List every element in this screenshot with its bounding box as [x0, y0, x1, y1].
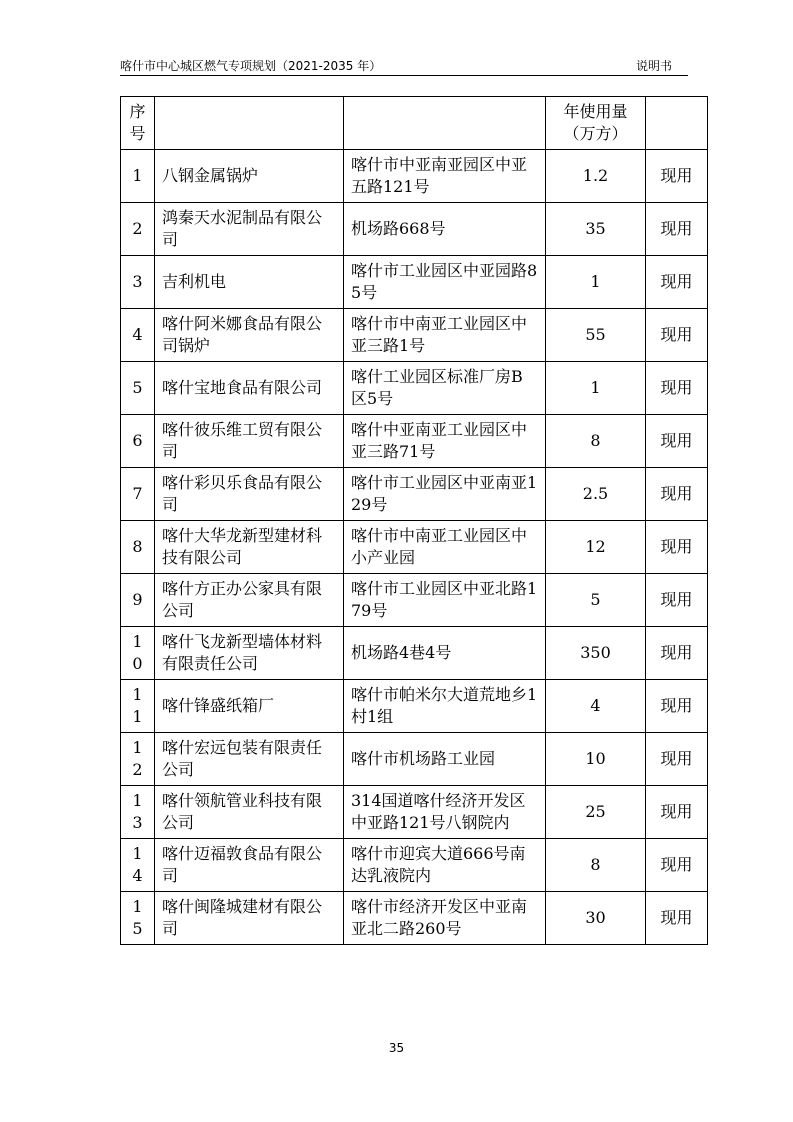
cell-status: 现用 — [646, 256, 708, 309]
cell-address: 喀什市经济开发区中亚南亚北二路260号 — [344, 892, 546, 945]
cell-status: 现用 — [646, 203, 708, 256]
cell-company-name: 喀什阿米娜食品有限公司锅炉 — [155, 309, 344, 362]
cell-status: 现用 — [646, 733, 708, 786]
table-body — [121, 150, 708, 945]
table-row — [121, 892, 708, 945]
table-row — [121, 256, 708, 309]
cell-number: 2 — [121, 203, 155, 256]
cell-company-name: 喀什大华龙新型建材科技有限公司 — [155, 521, 344, 574]
cell-address: 喀什中亚南亚工业园区中亚三路71号 — [344, 415, 546, 468]
cell-address: 喀什市工业园区中亚园路85号 — [344, 256, 546, 309]
cell-address: 喀什市机场路工业园 — [344, 733, 546, 786]
cell-company-name: 鸿秦天水泥制品有限公司 — [155, 203, 344, 256]
section-label: 说明书 — [635, 59, 672, 73]
table-row — [121, 150, 708, 203]
cell-annual-volume: 8 — [546, 415, 646, 468]
cell-address: 喀什市帕米尔大道荒地乡1村1组 — [344, 680, 546, 733]
cell-annual-volume: 2.5 — [546, 468, 646, 521]
header-cell-number: 序号 — [121, 97, 155, 150]
header-cell-annual-volume: 年使用量（万方） — [546, 97, 646, 150]
cell-address: 喀什市迎宾大道666号南达乳液院内 — [344, 839, 546, 892]
cell-number: 14 — [121, 839, 155, 892]
cell-address: 喀什市工业园区中亚南亚129号 — [344, 468, 546, 521]
table-row — [121, 362, 708, 415]
cell-annual-volume: 1 — [546, 256, 646, 309]
cell-annual-volume: 30 — [546, 892, 646, 945]
cell-status: 现用 — [646, 839, 708, 892]
cell-annual-volume: 1.2 — [546, 150, 646, 203]
cell-annual-volume: 10 — [546, 733, 646, 786]
cell-number: 9 — [121, 574, 155, 627]
cell-annual-volume: 55 — [546, 309, 646, 362]
cell-address: 机场路4巷4号 — [344, 627, 546, 680]
cell-address: 喀什市中南亚工业园区中小产业园 — [344, 521, 546, 574]
cell-number: 12 — [121, 733, 155, 786]
cell-annual-volume: 1 — [546, 362, 646, 415]
cell-address: 喀什市工业园区中亚北路179号 — [344, 574, 546, 627]
cell-number: 8 — [121, 521, 155, 574]
cell-number: 3 — [121, 256, 155, 309]
table-row — [121, 627, 708, 680]
cell-annual-volume: 4 — [546, 680, 646, 733]
cell-company-name: 吉利机电 — [155, 256, 344, 309]
table-row — [121, 839, 708, 892]
cell-company-name: 喀什领航管业科技有限公司 — [155, 786, 344, 839]
cell-status: 现用 — [646, 574, 708, 627]
table-row — [121, 203, 708, 256]
table-row — [121, 521, 708, 574]
cell-company-name: 喀什迈福敦食品有限公司 — [155, 839, 344, 892]
cell-annual-volume: 5 — [546, 574, 646, 627]
cell-number: 1 — [121, 150, 155, 203]
cell-number: 6 — [121, 415, 155, 468]
cell-annual-volume: 25 — [546, 786, 646, 839]
cell-status: 现用 — [646, 362, 708, 415]
cell-company-name: 喀什飞龙新型墙体材料有限责任公司 — [155, 627, 344, 680]
gas-users-table — [120, 96, 708, 945]
cell-number: 15 — [121, 892, 155, 945]
table-row — [121, 468, 708, 521]
table-header-row — [121, 97, 708, 150]
cell-number: 11 — [121, 680, 155, 733]
cell-annual-volume: 35 — [546, 203, 646, 256]
cell-address: 314国道喀什经济开发区中亚路121号八钢院内 — [344, 786, 546, 839]
cell-company-name: 八钢金属锅炉 — [155, 150, 344, 203]
table-row — [121, 786, 708, 839]
cell-address: 喀什市中南亚工业园区中亚三路1号 — [344, 309, 546, 362]
cell-company-name: 喀什彩贝乐食品有限公司 — [155, 468, 344, 521]
table-row — [121, 415, 708, 468]
cell-status: 现用 — [646, 627, 708, 680]
page-number: 35 — [388, 1041, 405, 1055]
cell-number: 10 — [121, 627, 155, 680]
cell-company-name: 喀什锋盛纸箱厂 — [155, 680, 344, 733]
document-title: 喀什市中心城区燃气专项规划（2021-2035 年） — [120, 59, 382, 73]
cell-annual-volume: 350 — [546, 627, 646, 680]
cell-company-name: 喀什宏远包装有限责任公司 — [155, 733, 344, 786]
cell-status: 现用 — [646, 415, 708, 468]
table-row — [121, 309, 708, 362]
page-header — [120, 55, 688, 76]
cell-status: 现用 — [646, 150, 708, 203]
cell-company-name: 喀什彼乐维工贸有限公司 — [155, 415, 344, 468]
cell-status: 现用 — [646, 786, 708, 839]
table-row — [121, 680, 708, 733]
cell-status: 现用 — [646, 309, 708, 362]
cell-address: 机场路668号 — [344, 203, 546, 256]
cell-status: 现用 — [646, 521, 708, 574]
cell-status: 现用 — [646, 468, 708, 521]
cell-company-name: 喀什宝地食品有限公司 — [155, 362, 344, 415]
cell-company-name: 喀什方正办公家具有限公司 — [155, 574, 344, 627]
cell-address: 喀什工业园区标准厂房B区5号 — [344, 362, 546, 415]
cell-address: 喀什市中亚南亚园区中亚五路121号 — [344, 150, 546, 203]
header-cell-status — [646, 97, 708, 150]
cell-status: 现用 — [646, 680, 708, 733]
header-cell-name — [155, 97, 344, 150]
cell-company-name: 喀什闽隆城建材有限公司 — [155, 892, 344, 945]
cell-annual-volume: 8 — [546, 839, 646, 892]
cell-number: 13 — [121, 786, 155, 839]
table-row — [121, 574, 708, 627]
cell-number: 5 — [121, 362, 155, 415]
cell-status: 现用 — [646, 892, 708, 945]
cell-number: 7 — [121, 468, 155, 521]
cell-annual-volume: 12 — [546, 521, 646, 574]
table-row — [121, 733, 708, 786]
header-cell-address — [344, 97, 546, 150]
cell-number: 4 — [121, 309, 155, 362]
